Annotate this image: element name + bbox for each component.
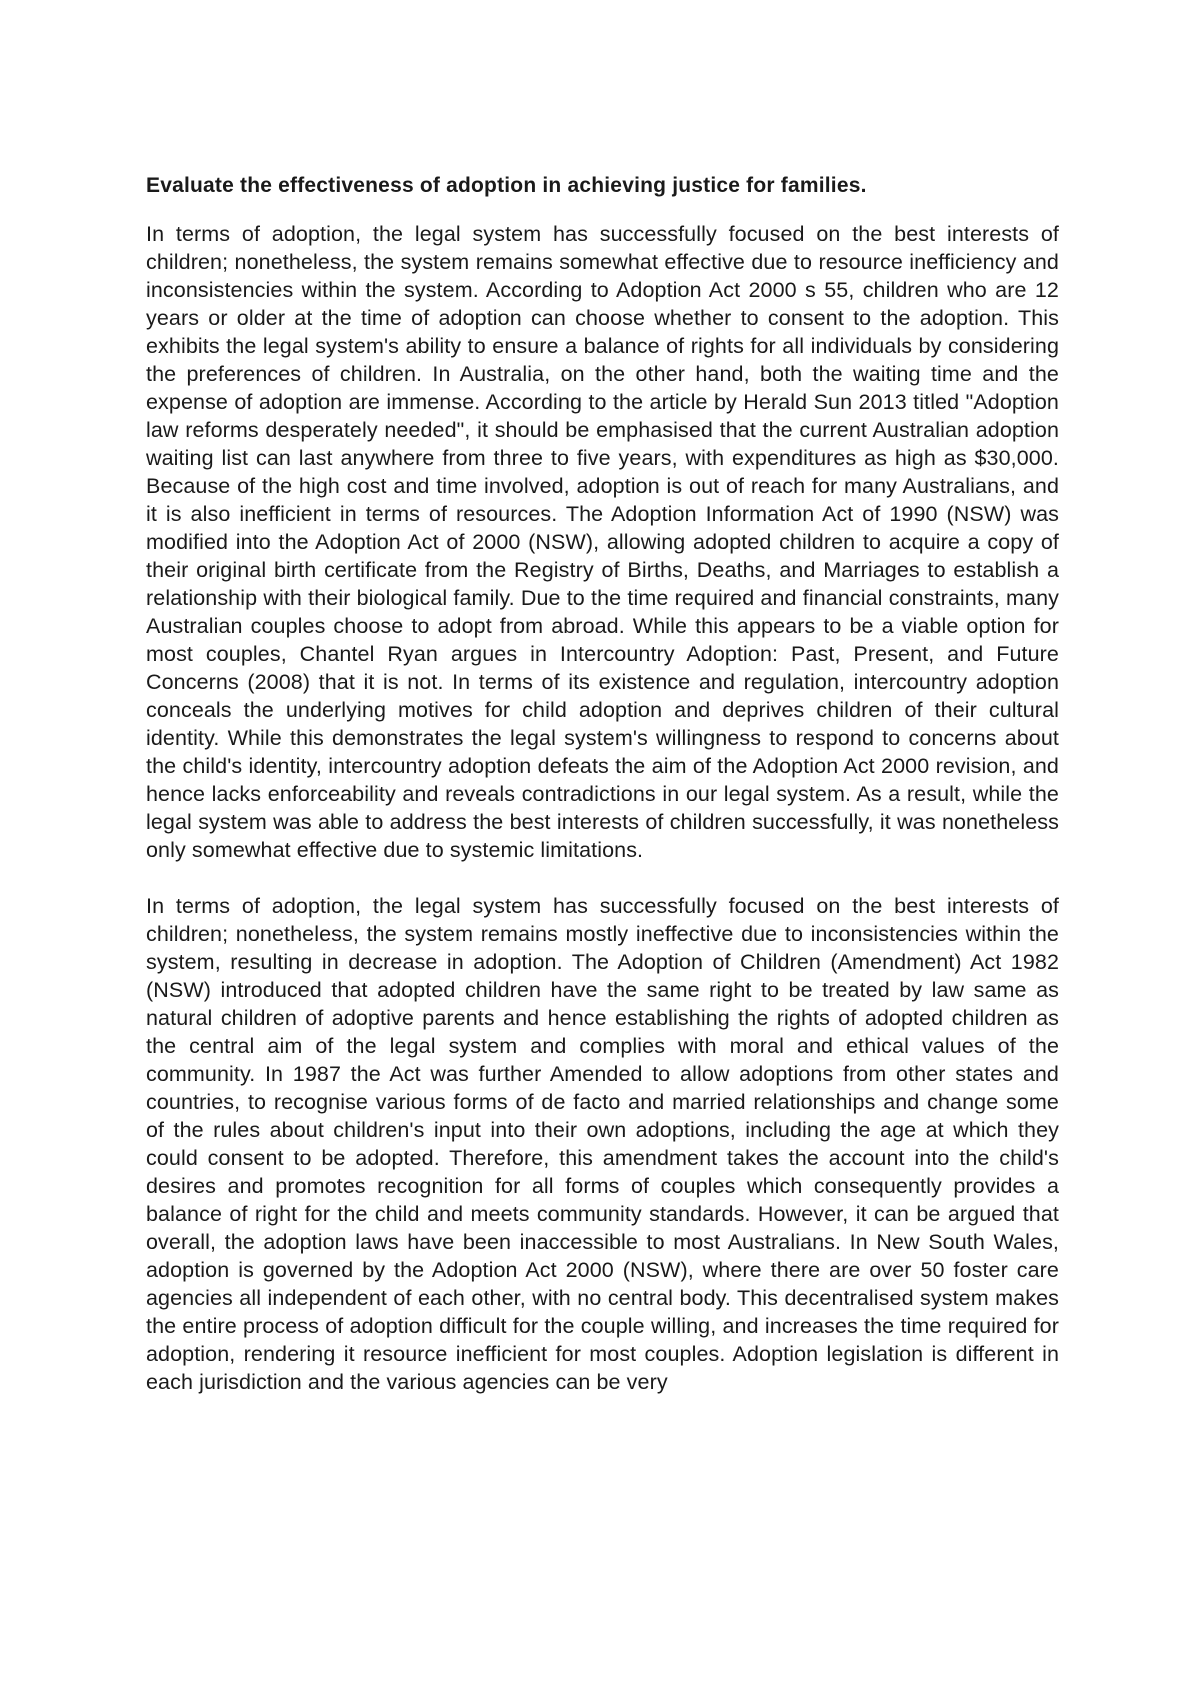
paragraph-1: In terms of adoption, the legal system has successfully focused on the best interests of children; nonetheless, the system remains somewhat effective due to resource inefficiency and inconsistencies within the system. According to Adoption Act 2000 s 55, children who are 12 years or older at the time of adoption can choose whether to consent to the adoption. This exhibits the legal system's ability to ensure a balance of rights for all individuals by considering the preferences of children. In Australia, on the other hand, both the waiting time and the expense of adoption are immense. According to the article by Herald Sun 2013 titled "Adoption law reforms desperately needed", it should be emphasised that the current Australian adoption waiting list can last anywhere from three to five years, with expenditures as high as $30,000. Because of the high cost and time involved, adoption is out of reach for many Australians, and it is also inefficient in terms of resources. The Adoption Information Act of 1990 (NSW) was modified into the Adoption Act of 2000 (NSW), allowing adopted children to acquire a copy of their original birth certificate from the Registry of Births, Deaths, and Marriages to establish a relationship with their biological family. Due to the time required and financial constraints, many Australian couples choose to adopt from abroad. While this appears to be a viable option for most couples, Chantel Ryan argues in Intercountry Adoption: Past, Present, and Future Concerns (2008) that it is not. In terms of its existence and regulation, intercountry adoption conceals the underlying motives for child adoption and deprives children of their cultural identity. While this demonstrates the legal system's willingness to respond to concerns about the child's identity, intercountry adoption defeats the aim of the Adoption Act 2000 revision, and hence lacks enforceability and reveals contradictions in our legal system. As a result, while the legal system was able to address the best interests of children successfully, it was nonetheless only somewhat effective due to systemic limitations.	[146, 222, 1059, 862]
document-title: Evaluate the effectiveness of adoption in achieving justice for families.	[146, 174, 867, 197]
paragraph-2: In terms of adoption, the legal system has successfully focused on the best interests of children; nonetheless, the system remains mostly ineffective due to inconsistencies within the system, resulting in decrease in adoption. The Adoption of Children (Amendment) Act 1982 (NSW) introduced that adopted children have the same right to be treated by law same as natural children of adoptive parents and hence establishing the rights of adopted children as the central aim of the legal system and complies with moral and ethical values of the community. In 1987 the Act was further Amended to allow adoptions from other states and countries, to recognise various forms of de facto and married relationships and change some of the rules about children's input into their own adoptions, including the age at which they could consent to be adopted. Therefore, this amendment takes the account into the child's desires and promotes recognition for all forms of couples which consequently provides a balance of right for the child and meets community standards. However, it can be argued that overall, the adoption laws have been inaccessible to most Australians. In New South Wales, adoption is governed by the Adoption Act 2000 (NSW), where there are over 50 foster care agencies all independent of each other, with no central body. This decentralised system makes the entire process of adoption difficult for the couple willing, and increases the time required for adoption, rendering it resource inefficient for most couples. Adoption legislation is different in each jurisdiction and the various agencies can be very	[146, 894, 1059, 1394]
document-body	[146, 172, 1059, 1424]
